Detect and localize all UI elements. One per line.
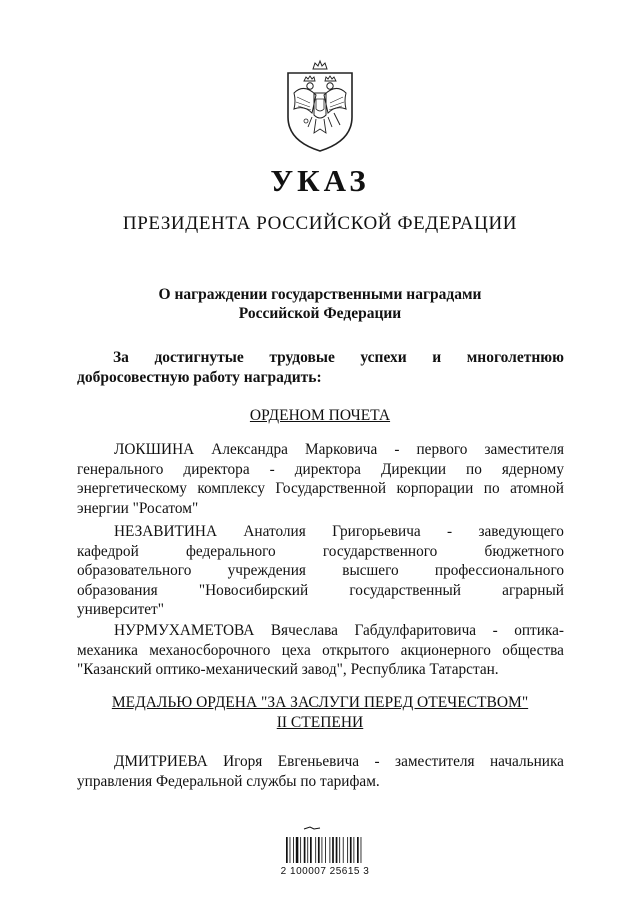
word: начальника	[489, 753, 564, 770]
subject-line: Российской Федерации	[238, 305, 402, 322]
word: Александра	[211, 441, 288, 458]
barcode-graphic	[284, 825, 364, 865]
word: цеха	[281, 641, 311, 659]
word: по	[483, 480, 500, 497]
award-heading-medal-of-merit	[0, 693, 640, 733]
word: Вячеслава	[270, 622, 338, 639]
word: -	[492, 622, 498, 639]
word: аграрный	[502, 581, 564, 599]
word: комплексу	[197, 480, 265, 497]
word: заведующего	[478, 523, 564, 540]
entry-line	[77, 522, 564, 542]
subject-line: О награждении государственными наградами	[158, 286, 482, 303]
intro-line: добросовестную работу наградить:	[77, 369, 322, 386]
barcode-bar	[290, 837, 291, 863]
word: оптика-	[514, 622, 564, 639]
word: Евгеньевича	[277, 753, 360, 770]
word: ДМИТРИЕВА	[114, 753, 208, 770]
word: ЛОКШИНА	[114, 441, 195, 458]
coat-of-arms-emblem	[282, 55, 358, 155]
word: государственный	[349, 581, 461, 599]
word: кафедрой	[77, 542, 139, 560]
intro-word: достигнутые	[154, 349, 244, 366]
barcode-bar	[293, 837, 294, 863]
word: заместителя	[484, 441, 564, 458]
word: учреждения	[227, 562, 306, 579]
entry-line: управления Федеральной службы по тарифам.	[77, 772, 380, 790]
word: директора	[294, 460, 361, 478]
word: Григорьевича	[332, 523, 421, 540]
word: Габдулфаритовича	[354, 622, 477, 639]
word: корпорации	[396, 480, 474, 497]
intro-word: многолетнюю	[466, 349, 564, 366]
entry-line	[77, 752, 564, 772]
word: федерального	[186, 542, 276, 560]
barcode-bar	[300, 837, 301, 863]
entry-line	[77, 440, 564, 460]
word: -	[447, 523, 453, 540]
heading-line: II СТЕПЕНИ	[276, 714, 364, 731]
document-subtitle: ПРЕЗИДЕНТА РОССИЙСКОЙ ФЕДЕРАЦИИ	[122, 213, 518, 234]
award-entry-lokshin	[77, 440, 564, 518]
entry-line: "Казанский оптико-механический завод", Республика Татарстан.	[77, 661, 499, 678]
barcode-bar	[322, 837, 323, 863]
intro-line	[77, 348, 564, 368]
barcode-bar	[353, 837, 354, 863]
intro-word: успехи	[360, 349, 407, 366]
barcode-bar	[318, 837, 320, 863]
word: ядерному	[501, 460, 564, 478]
entry-line: энергии "Росатом"	[77, 499, 199, 517]
word: по	[466, 460, 482, 478]
entry-line	[77, 641, 564, 661]
barcode-bar	[304, 837, 306, 863]
word: профессионального	[434, 562, 564, 579]
word: энергетическому	[77, 480, 187, 497]
intro-word: трудовые	[269, 349, 335, 366]
word: заместителя	[395, 753, 475, 770]
word: образовательного	[77, 562, 192, 579]
barcode-number: 2 100007 25615 3	[280, 866, 370, 877]
barcode-bar	[343, 837, 344, 863]
word: -	[269, 460, 275, 478]
barcode-bar	[315, 837, 316, 863]
barcode-bar	[307, 837, 308, 863]
barcode-bar	[310, 837, 312, 863]
entry-line	[77, 581, 564, 601]
word: Дирекции	[380, 460, 447, 478]
word: НЕЗАВИТИНА	[114, 523, 218, 540]
word: открытого	[322, 641, 390, 659]
award-entry-nurmukhametov	[77, 621, 564, 680]
barcode-bar	[286, 837, 288, 863]
word: высшего	[342, 562, 399, 579]
word: НУРМУХАМЕТОВА	[114, 622, 255, 639]
barcode-bar	[329, 837, 330, 863]
barcode	[284, 825, 364, 865]
word: механосборочного	[149, 641, 271, 659]
award-entry-dmitriev	[77, 752, 564, 791]
barcode-bar	[325, 837, 326, 863]
barcode-bar	[357, 837, 359, 863]
word: акционерного	[400, 641, 491, 659]
entry-line: университет"	[77, 601, 164, 618]
barcode-mark	[304, 827, 320, 829]
entry-line	[77, 561, 564, 581]
document-subject	[0, 285, 640, 323]
barcode-bar	[347, 837, 348, 863]
heading-line: МЕДАЛЬЮ ОРДЕНА "ЗА ЗАСЛУГИ ПЕРЕД ОТЕЧЕСТВОМ"	[111, 694, 529, 711]
award-heading-order-of-honour: ОРДЕНОМ ПОЧЕТА	[249, 407, 391, 424]
barcode-bar	[332, 837, 334, 863]
barcode-bar	[296, 837, 299, 863]
word: атомной	[510, 480, 564, 497]
word: государственного	[322, 542, 438, 560]
word: первого	[416, 441, 468, 458]
word: -	[394, 441, 400, 458]
entry-line	[77, 479, 564, 499]
entry-line	[77, 460, 564, 480]
word: Государственной	[275, 480, 387, 497]
entry-line	[77, 621, 564, 641]
word: Игоря	[223, 753, 263, 770]
word: образования	[77, 581, 158, 599]
word: бюджетного	[484, 542, 564, 560]
word: директора	[183, 460, 250, 478]
word: генерального	[77, 460, 164, 478]
barcode-bar	[350, 837, 352, 863]
word: -	[374, 753, 380, 770]
word: Анатолия	[243, 523, 306, 540]
barcode-bar	[336, 837, 338, 863]
award-entry-nezavitin	[77, 522, 564, 620]
word: Марковича	[305, 441, 378, 458]
intro-paragraph	[77, 348, 564, 388]
intro-word: За	[113, 349, 129, 366]
intro-word: и	[432, 349, 442, 366]
word: "Новосибирский	[198, 581, 309, 599]
document-title: УКАЗ	[270, 163, 370, 198]
word: механика	[77, 641, 138, 659]
barcode-bar	[339, 837, 340, 863]
word: общества	[502, 641, 564, 659]
entry-line	[77, 542, 564, 562]
barcode-bar	[361, 837, 362, 863]
